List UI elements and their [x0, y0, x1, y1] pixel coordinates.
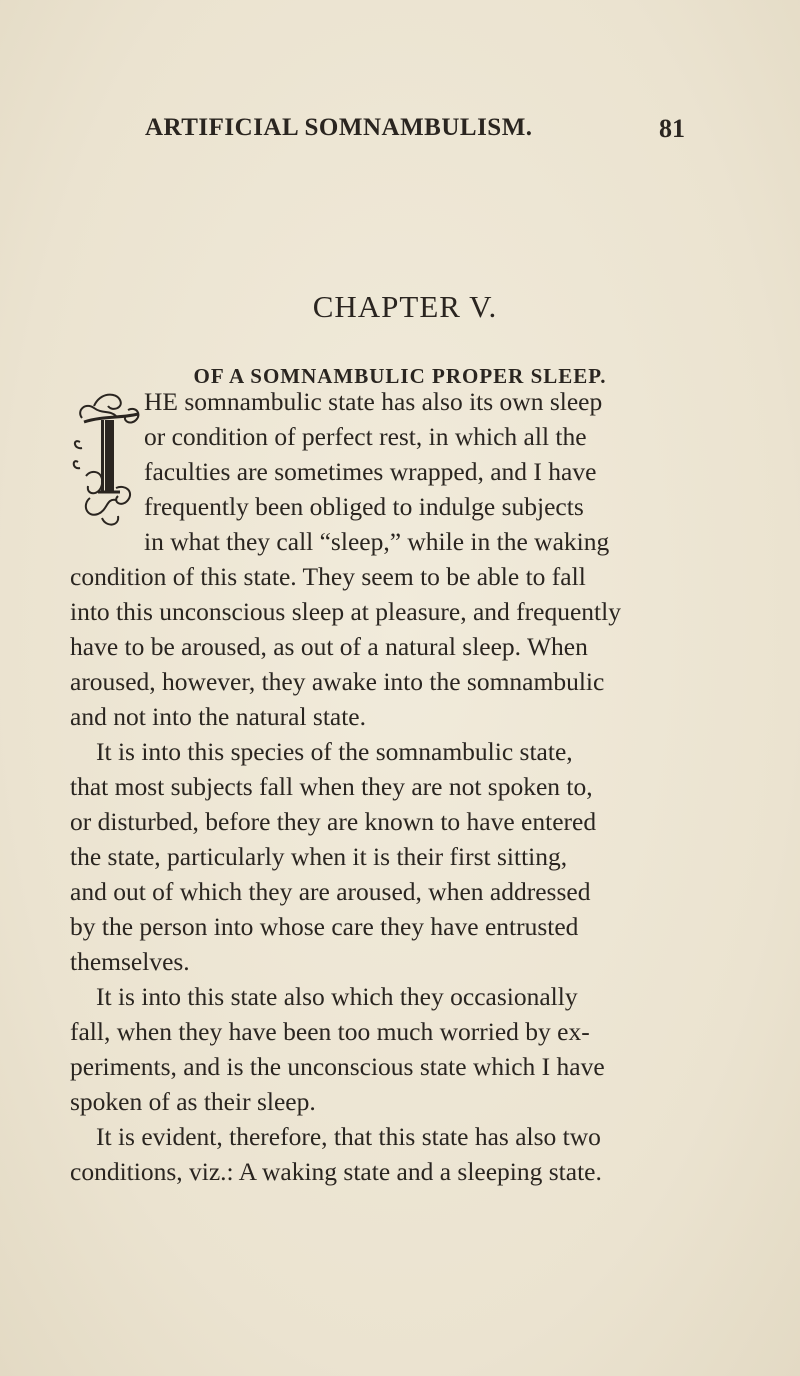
text-line: and out of which they are aroused, when addressed	[70, 877, 591, 906]
drop-cap-letter: T	[118, 436, 119, 437]
text-line: condition of this state. They seem to be able to fall	[70, 562, 586, 591]
text-line: have to be aroused, as out of a natural sleep. When	[70, 632, 588, 661]
running-head	[140, 114, 685, 144]
text-line: or disturbed, before they are known to have entered	[70, 807, 597, 836]
text-line: fall, when they have been too much worried by ex-	[70, 1017, 590, 1046]
text-line: It is into this species of the somnambulic state,	[96, 737, 573, 766]
text-line: faculties are sometimes wrapped, and I have	[144, 457, 597, 486]
drop-cap-ornament	[72, 388, 144, 528]
text-line: or condition of perfect rest, in which all the	[144, 422, 587, 451]
chapter-title: CHAPTER V.	[312, 289, 498, 324]
running-title: ARTIFICIAL SOMNAMBULISM.	[145, 114, 533, 141]
text-line: and not into the natural state.	[70, 702, 367, 731]
text-line: the state, particularly when it is their first sitting,	[70, 842, 568, 871]
text-line: themselves.	[70, 947, 190, 976]
text-line: spoken of as their sleep.	[70, 1087, 316, 1116]
text-line: that most subjects fall when they are not spoken to,	[70, 772, 593, 801]
text-line: in what they call “sleep,” while in the waking	[144, 527, 610, 556]
text-line: frequently been obliged to indulge subjects	[144, 492, 584, 521]
text-line: by the person into whose care they have entrusted	[70, 912, 579, 941]
chapter-subtitle: OF A SOMNAMBULIC PROPER SLEEP.	[193, 364, 607, 388]
text-line: periments, and is the unconscious state which I have	[70, 1052, 605, 1081]
text-line: aroused, however, they awake into the somnambulic	[70, 667, 605, 696]
text-line: It is evident, therefore, that this state has also two	[96, 1122, 601, 1151]
text-line: into this unconscious sleep at pleasure, and frequently	[70, 597, 621, 626]
text-line: It is into this state also which they occasionally	[96, 982, 578, 1011]
text-line: conditions, viz.: A waking state and a sleeping state.	[70, 1157, 602, 1186]
page-number: 81	[659, 114, 685, 143]
text-line: HE somnambulic state has also its own sleep	[144, 387, 603, 416]
